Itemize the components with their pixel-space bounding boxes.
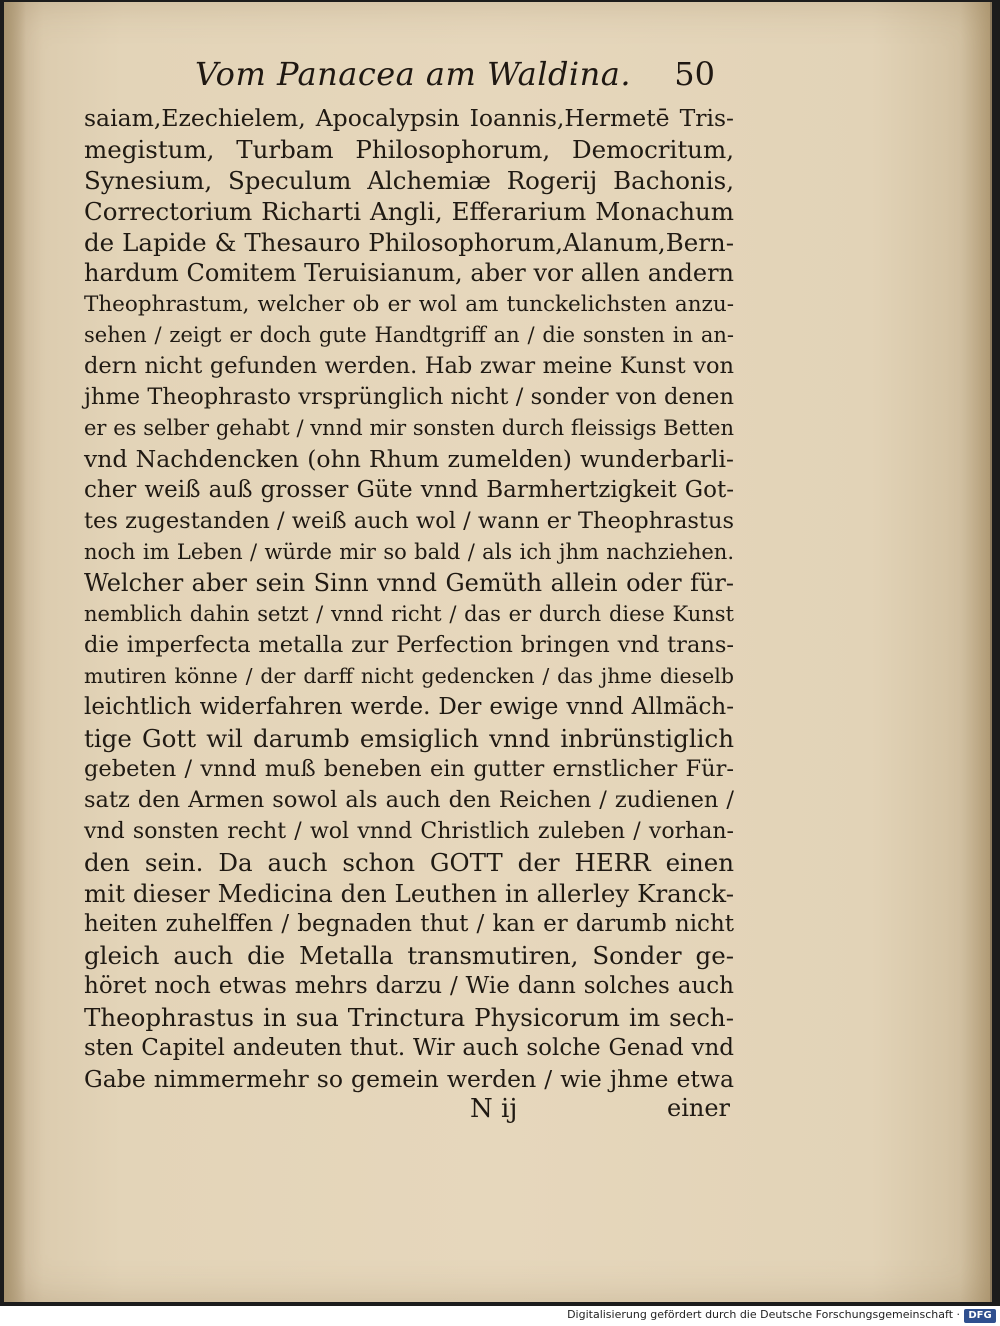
dfg-logo: DFG xyxy=(964,1309,996,1323)
text-line: sten Capitel andeuten thut. Wir auch solche Genad vnd xyxy=(84,1035,734,1061)
text-line: er es selber gehabt / vnnd mir sonsten durch fleissigs Betten xyxy=(84,416,734,440)
text-line: saiam,Ezechielem, Apocalypsin Ioannis,Hermetē Tris- xyxy=(84,104,734,132)
running-head-title: Vom Panacea am Waldina. xyxy=(195,55,632,93)
text-line: Theophrastum, welcher ob er wol am tunckelichsten anzu- xyxy=(84,292,734,317)
text-line: dern nicht gefunden werden. Hab zwar meine Kunst von xyxy=(84,353,734,379)
text-line: heiten zuhelffen / begnaden thut / kan er darumb nicht xyxy=(84,911,734,937)
text-line: gebeten / vnnd muß beneben ein gutter ernstlicher Für- xyxy=(84,756,734,782)
text-line: mit dieser Medicina den Leuthen in allerley Kranck- xyxy=(84,879,734,908)
text-line: tes zugestanden / weiß auch wol / wann er Theophrastus xyxy=(84,508,734,534)
text-line: Gabe nimmermehr so gemein werden / wie jhme etwa xyxy=(84,1065,734,1093)
text-line: vnd sonsten recht / wol vnnd Christlich zuleben / vorhan- xyxy=(84,819,734,844)
signature-mark: N ij xyxy=(470,1094,518,1124)
text-line: noch im Leben / würde mir so bald / als ich jhm nachziehen. xyxy=(84,540,734,564)
running-head xyxy=(195,55,715,99)
text-line: leichtlich widerfahren werde. Der ewige vnnd Allmäch- xyxy=(84,694,734,720)
text-line: cher weiß auß grosser Güte vnnd Barmhertzigkeit Got- xyxy=(84,477,734,503)
catchword: einer xyxy=(666,1094,730,1122)
footer-credit: Digitalisierung gefördert durch die Deutsche Forschungsgemeinschaft · xyxy=(567,1308,960,1321)
text-line: hardum Comitem Teruisianum, aber vor allen andern xyxy=(84,259,734,287)
text-line: den sein. Da auch schon GOTT der HERR einen xyxy=(84,848,734,877)
text-line: Synesium, Speculum Alchemiæ Rogerij Bachonis, xyxy=(84,166,734,195)
text-line: Correctorium Richarti Angli, Efferarium Monachum xyxy=(84,197,734,226)
text-line: nemblich dahin setzt / vnnd richt / das er durch diese Kunst xyxy=(84,602,734,626)
footer xyxy=(0,1306,1000,1326)
text-line: die imperfecta metalla zur Perfection bringen vnd trans- xyxy=(84,632,734,658)
text-line: Welcher aber sein Sinn vnnd Gemüth allein oder für- xyxy=(84,569,734,597)
text-line: tige Gott wil darumb emsiglich vnnd inbrünstiglich xyxy=(84,724,734,753)
signature-line xyxy=(470,1094,730,1128)
text-line: gleich auch die Metalla transmutiren, Sonder ge- xyxy=(84,941,734,970)
text-line: satz den Armen sowol als auch den Reichen / zudienen / xyxy=(84,787,734,813)
text-line: höret noch etwas mehrs darzu / Wie dann solches auch xyxy=(84,973,734,999)
text-line: megistum, Turbam Philosophorum, Democritum, xyxy=(84,135,734,164)
body-text xyxy=(84,103,734,1095)
text-line: Theophrastus in sua Trinctura Physicorum im sech- xyxy=(84,1003,734,1032)
text-line: de Lapide & Thesauro Philosophorum,Alanum,Bern- xyxy=(84,228,734,257)
text-line: vnd Nachdencken (ohn Rhum zumelden) wunderbarli- xyxy=(84,445,734,473)
page-gutter-shadow xyxy=(4,2,26,1302)
text-line: sehen / zeigt er doch gute Handtgriff an / die sonsten in an- xyxy=(84,323,734,347)
page-number: 50 xyxy=(674,55,715,93)
text-line: mutiren könne / der darff nicht gedencken / das jhme dieselb xyxy=(84,664,734,688)
text-line: jhme Theophrasto vrsprünglich nicht / sonder von denen xyxy=(84,384,734,410)
